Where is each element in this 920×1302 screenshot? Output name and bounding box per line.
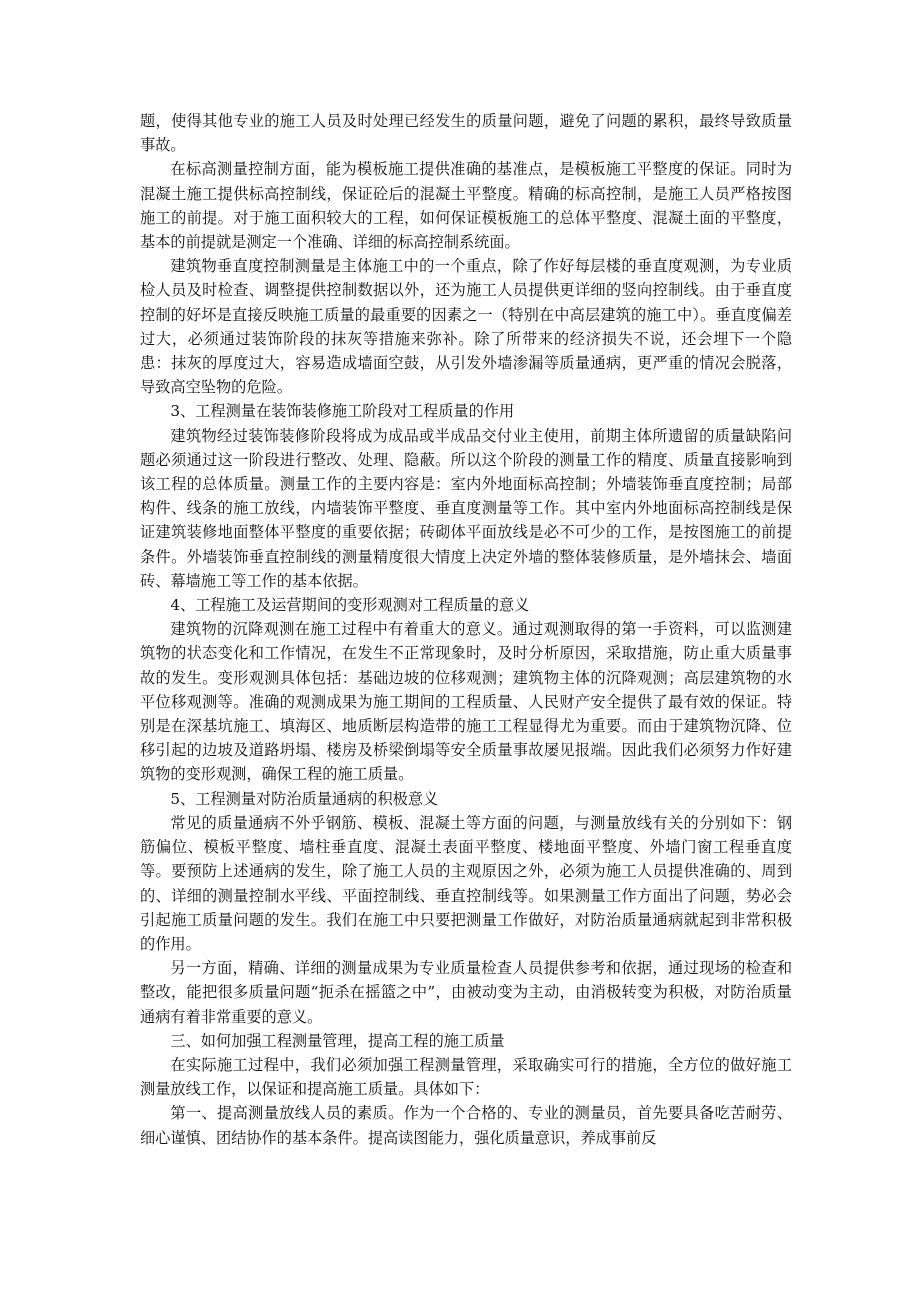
paragraph-decoration-stage: 建筑物经过装饰装修阶段将成为成品或半成品交付业主使用，前期主体所遗留的质量缺陷问题必须通过这一阶段进行整改、处理、隐蔽。所以这个阶段的测量工作的精度、质量直接影响到该工程的总体质量。测量工作的主要内容是：室内外地面标高控制；外墙装饰垂直度控制；局部构件、线条的施工放线，内墙装饰平整度、垂直度测量等工作。其中室内外地面标高控制线是保证建筑装修地面整体平整度的重要依据；砖砌体平面放线是必不可少的工作，是按图施工的前提条件。外墙装饰垂直控制线的测量精度很大情度上决定外墙的整体装修质量，是外墙抹会、墙面砖、幕墙施工等工作的基本依据。 xyxy=(140,426,792,590)
paragraph-continuation: 题，使得其他专业的施工人员及时处理已经发生的质量问题，避免了问题的累积，最终导致质量事故。 xyxy=(140,112,792,155)
paragraph-common-defects: 常见的质量通病不外乎钢筋、模板、混凝土等方面的问题，与测量放线有关的分别如下：钢筋偏位、模板平整度、墙柱垂直度、混凝土表面平整度、楼地面平整度、外墙门窗工程垂直度等。要预防上述通病的发生，除了施工人员的主观原因之外，必须为施工人员提供准确的、周到的、详细的测量控制水平线、平面控制线、垂直控制线等。如果测量工作方面出了问题，势必会引起施工质量问题的发生。我们在施工中只要把测量工作做好，对防治质量通病就起到非常积极的作用。 xyxy=(140,813,792,953)
paragraph-first-measure: 第一、提高测量放线人员的素质。作为一个合格的、专业的测量员，首先要具备吃苦耐劳、细心谨慎、团结协作的基本条件。提高读图能力，强化质量意识，养成事前反 xyxy=(140,1104,792,1147)
paragraph-verticality-control: 建筑物垂直度控制测量是主体施工中的一个重点，除了作好每层楼的垂直度观测，为专业质检人员及时检查、调整提供控制数据以外，还为施工人员提供更详细的竖向控制线。由于垂直度控制的好坏是直接反映施工质量的最重要的因素之一（特别在中高层建筑的施工中）。垂直度偏差过大，必须通过装饰阶段的抹灰等措施来弥补。除了所带来的经济损失不说，还会埋下一个隐患：抹灰的厚度过大，容易造成墙面空鼓，从引发外墙渗漏等质量通病，更严重的情况会脱落，导致高空坠物的危险。 xyxy=(140,257,792,397)
section-heading-4: 4、工程施工及运营期间的变形观测对工程质量的意义 xyxy=(170,596,530,615)
section-heading-3: 3、工程测量在装饰装修施工阶段对工程质量的作用 xyxy=(170,402,515,421)
section-heading-part-three: 三、如何加强工程测量管理，提高工程的施工质量 xyxy=(170,1031,505,1050)
paragraph-elevation-control: 在标高测量控制方面，能为模板施工提供准确的基准点，是模板施工平整度的保证。同时为混凝土施工提供标高控制线，保证砼后的混凝土平整度。精确的标高控制，是施工人员严格按图施工的前提。对于施工面积较大的工程，如何保证模板施工的总体平整度、混凝土面的平整度，基本的前提就是测定一个准确、详细的标高控制系统面。 xyxy=(140,160,792,252)
document-body xyxy=(140,109,792,1150)
paragraph-measures-intro: 在实际施工过程中，我们必须加强工程测量管理，采取确实可行的措施，全方位的做好施工测量放线工作，以保证和提高施工质量。具体如下： xyxy=(140,1055,792,1099)
paragraph-other-aspect: 另一方面，精确、详细的测量成果为专业质量检查人员提供参考和依据，通过现场的检查和整改，能把很多质量问题“扼杀在摇篮之中”，由被动变为主动，由消极转变为积极，对防治质量通病有着非常重要的意义。 xyxy=(140,959,792,1026)
paragraph-deformation-observation: 建筑物的沉降观测在施工过程中有着重大的意义。通过观测取得的第一手资料，可以监测建筑物的状态变化和工作情况，在发生不正常现象时，及时分析原因，采取措施，防止重大质量事故的发生。变形观测具体包括：基础边坡的位移观测；建筑物主体的沉降观测；高层建筑物的水平位移观测等。准确的观测成果为施工期间的工程质量、人民财产安全提供了最有效的保证。特别是在深基坑施工、填海区、地质断层构造带的施工工程显得尤为重要。而由于建筑物沉降、位移引起的边坡及道路坍塌、楼房及桥梁倒塌等安全质量事故屡见报端。因此我们必须努力作好建筑物的变形观测，确保工程的施工质量。 xyxy=(140,620,792,784)
section-heading-5: 5、工程测量对防治质量通病的积极意义 xyxy=(170,789,439,808)
